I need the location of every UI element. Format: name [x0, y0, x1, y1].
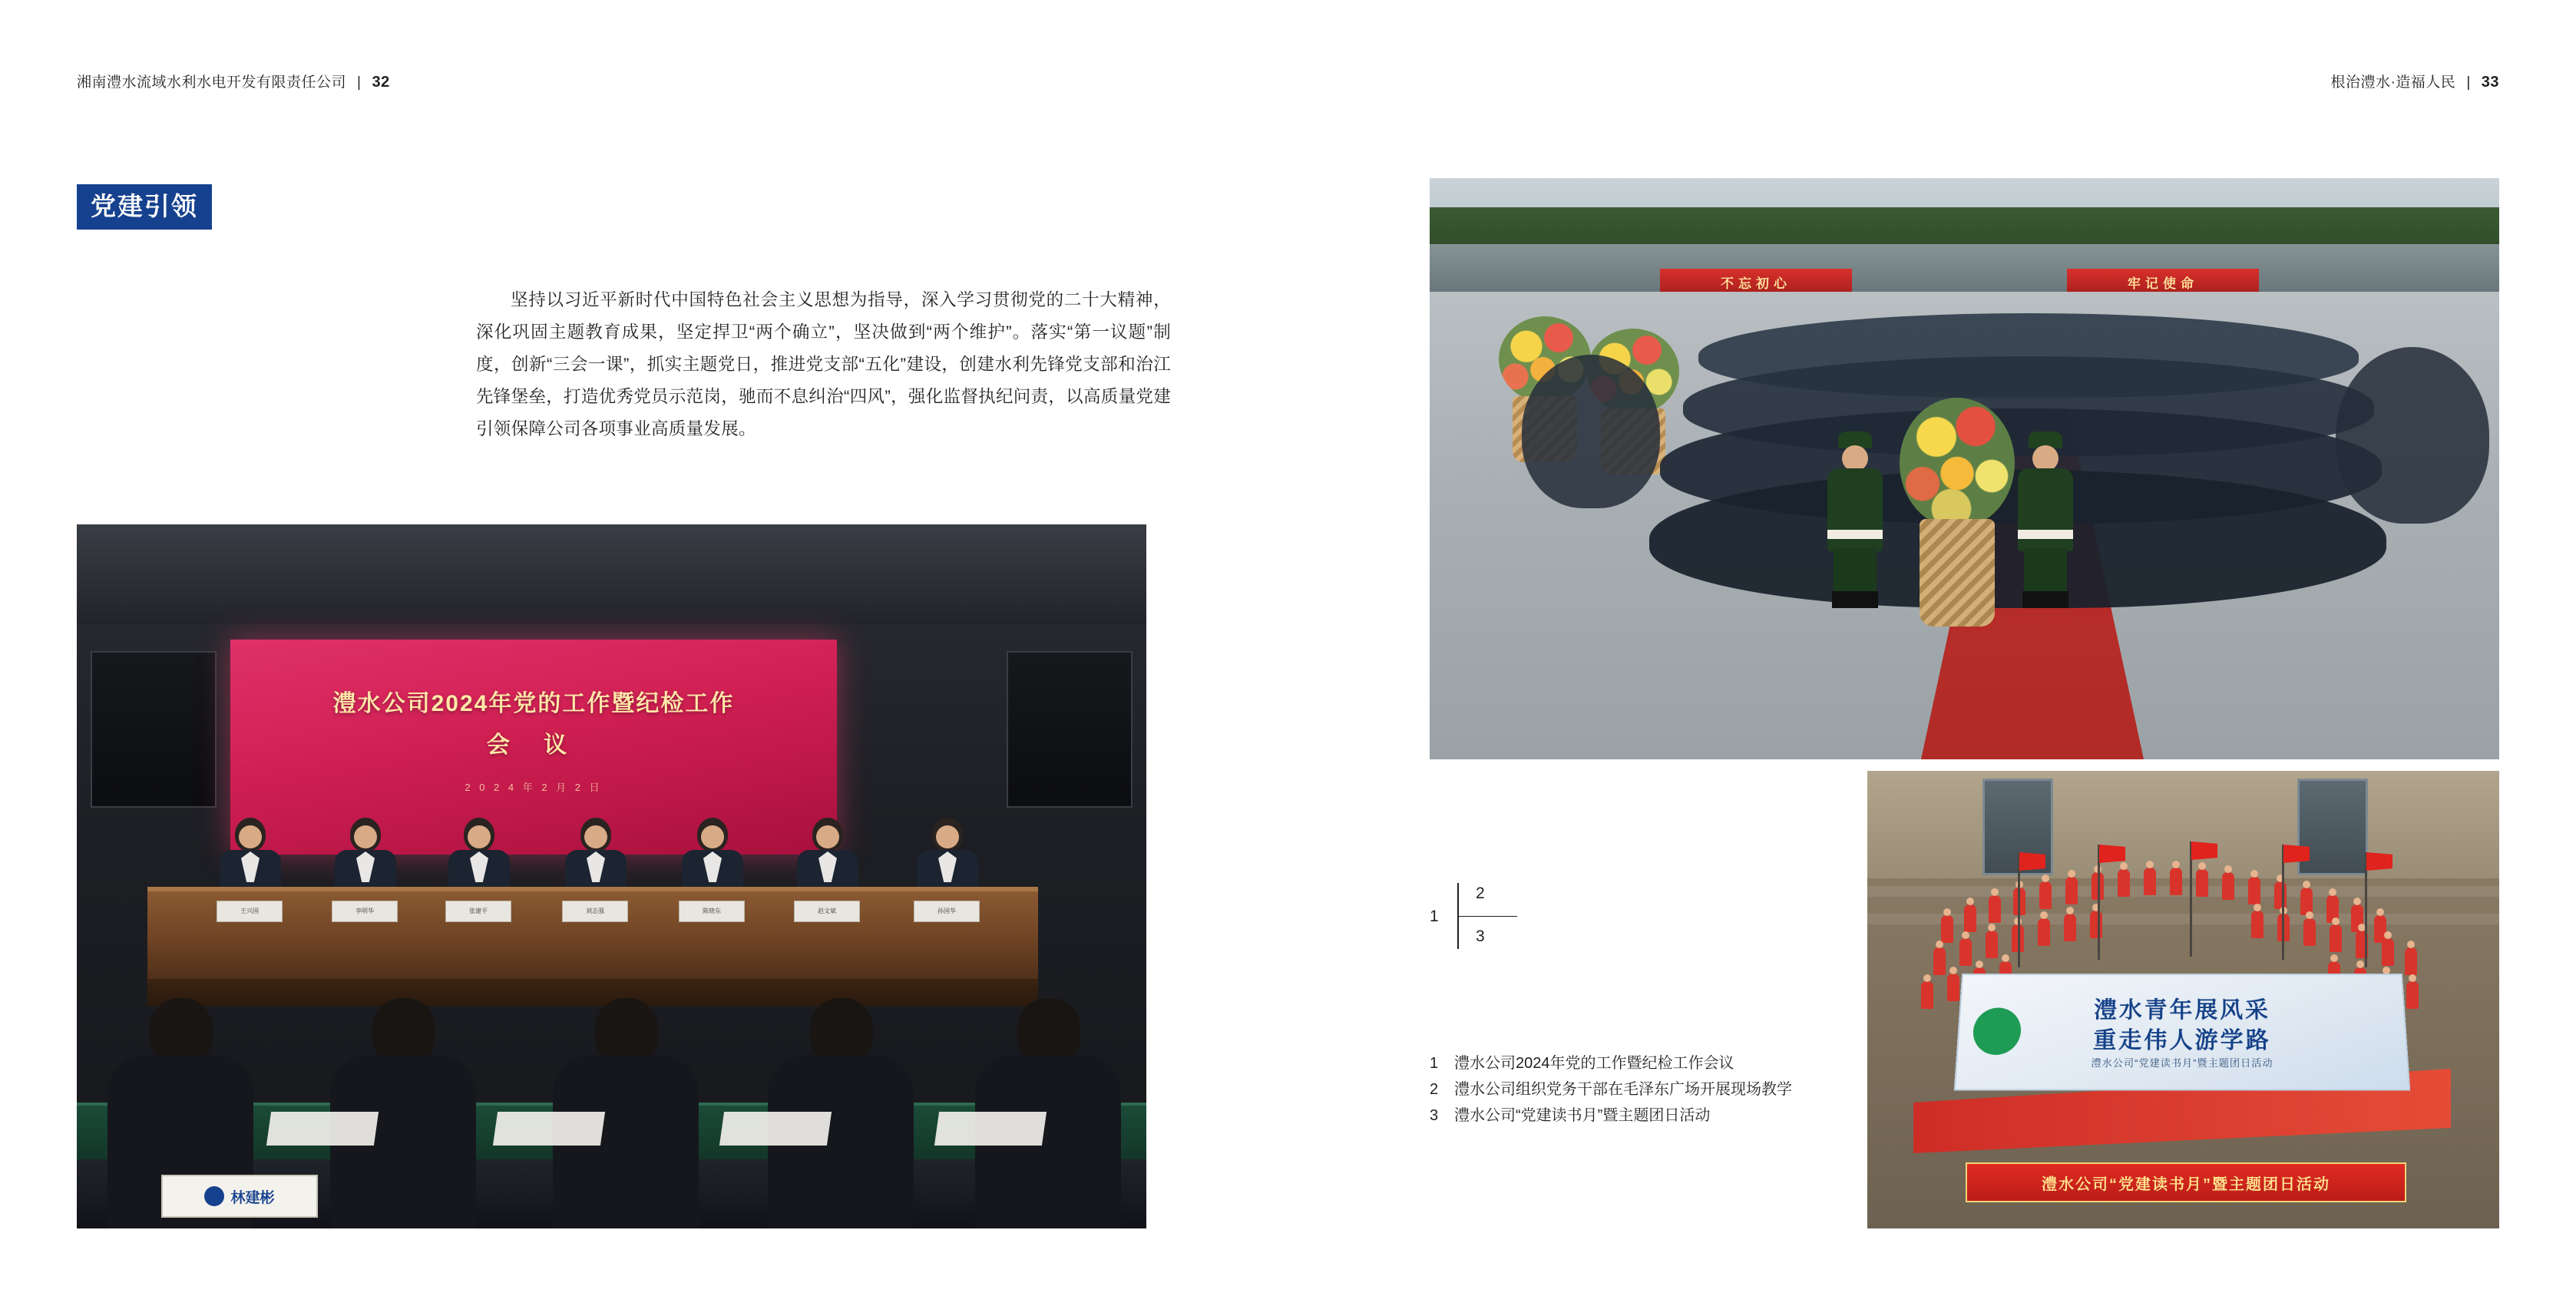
screen-title-line-2: 会 议 [486, 732, 581, 758]
page-header-left [77, 71, 390, 91]
section-title: 党建引领 [77, 184, 212, 230]
dais-person [792, 818, 863, 894]
document-paper [266, 1112, 379, 1146]
crowd-side-left [1522, 355, 1660, 508]
dais-person [330, 818, 401, 894]
dais-person [561, 818, 631, 894]
crowd-side-right [2336, 347, 2489, 524]
list-item [1430, 1103, 2121, 1129]
banner-right: 牢记使命 [2067, 269, 2259, 295]
hall-side-panel-left [91, 651, 217, 808]
dais-person [215, 818, 286, 894]
figure-key-2: 2 [1476, 884, 1485, 902]
desk-name-card-label: 林建彬 [230, 1189, 275, 1206]
memorial-flower-wreath [1900, 398, 2015, 628]
page-header-right [2330, 71, 2499, 91]
figure-layout-key [1430, 883, 1545, 949]
figure-key-divider-horizontal [1457, 916, 1517, 917]
nameplate: 赵文斌 [794, 901, 860, 922]
company-name: 湘南澧水流域水利水电开发有限责任公司 [77, 74, 347, 91]
honor-guard-soldier [2013, 431, 2078, 608]
document-paper [934, 1112, 1047, 1146]
figure-key-3: 3 [1476, 927, 1485, 945]
hall-side-panel-right [1007, 651, 1133, 808]
banner-line-1: 澧水青年展风采 [2093, 997, 2271, 1023]
document-paper [719, 1112, 832, 1146]
photo-youth-reading-month-activity [1867, 771, 2499, 1228]
photo-mao-square-teaching [1430, 178, 2499, 759]
caption-text: 澧水公司2024年党的工作暨纪检工作会议 [1454, 1055, 1734, 1072]
list-item [1430, 1076, 2121, 1103]
dais-person [912, 818, 983, 894]
banner-line-2: 重走伟人游学路 [2092, 1028, 2272, 1053]
red-flag [2019, 852, 2045, 871]
page-number-right: 33 [2481, 74, 2499, 91]
background-buildings [1430, 244, 2499, 292]
document-paper [493, 1112, 605, 1146]
nameplate: 刘志强 [562, 901, 628, 922]
screen-date-line: 2 0 2 4 年 2 月 2 日 [465, 782, 603, 793]
header-separator-right: | [2466, 74, 2471, 91]
red-flag [2191, 841, 2217, 860]
dais-person [444, 818, 514, 894]
company-emblem-icon [204, 1186, 224, 1206]
caption-number: 1 [1430, 1055, 1439, 1072]
bottom-red-banner: 澧水公司“党建读书月”暨主题团日活动 [1966, 1162, 2406, 1202]
hall-ceiling [77, 524, 1146, 624]
caption-number: 3 [1430, 1107, 1439, 1124]
figure-key-1: 1 [1430, 908, 1439, 925]
banner-line-3: 澧水公司“党建读书月”暨主题团日活动 [2091, 1056, 2273, 1070]
slogan: 根治澧水·造福人民 [2330, 74, 2456, 91]
desk-name-card [161, 1175, 318, 1218]
nameplate: 李明华 [332, 901, 398, 922]
nameplate: 孙国华 [914, 901, 980, 922]
screen-title-line-1: 澧水公司2024年党的工作暨纪检工作 [332, 691, 735, 716]
caption-text: 澧水公司组织党务干部在毛泽东广场开展现场教学 [1454, 1081, 1792, 1098]
header-separator-left: | [357, 74, 362, 91]
nameplate: 张建平 [445, 901, 511, 922]
nameplate: 陈晓东 [679, 901, 745, 922]
red-flag [2283, 845, 2310, 863]
red-flag [2099, 845, 2125, 863]
list-item [1430, 1050, 2121, 1076]
body-paragraph: 坚持以习近平新时代中国特色社会主义思想为指导，深入学习贯彻党的二十大精神，深化巩固主题教育成果，坚定捍卫“两个确立”，坚决做到“两个维护”。落实“第一议题”制度，创新“三会一课”，抓实主题党日，推进党支部“五化”建设，创建水利先锋党支部和治江先锋堡垒，打造优秀党员示范岗，驰而不息纠治“四风”，强化监督执纪问责，以高质量党建引领保障公司各项事业高质量发展。 [476, 290, 1171, 438]
nameplate: 王兴国 [217, 901, 283, 922]
dais-person [677, 818, 748, 894]
caption-number: 2 [1430, 1081, 1439, 1098]
page-number-left: 32 [372, 74, 390, 91]
banner-left: 不忘初心 [1660, 269, 1852, 295]
caption-list [1430, 1050, 2121, 1129]
honor-guard-soldier [1823, 431, 1887, 608]
caption-text: 澧水公司“党建读书月”暨主题团日活动 [1454, 1107, 1711, 1124]
red-flag [2366, 852, 2392, 871]
photo-conference-meeting [77, 524, 1146, 1228]
